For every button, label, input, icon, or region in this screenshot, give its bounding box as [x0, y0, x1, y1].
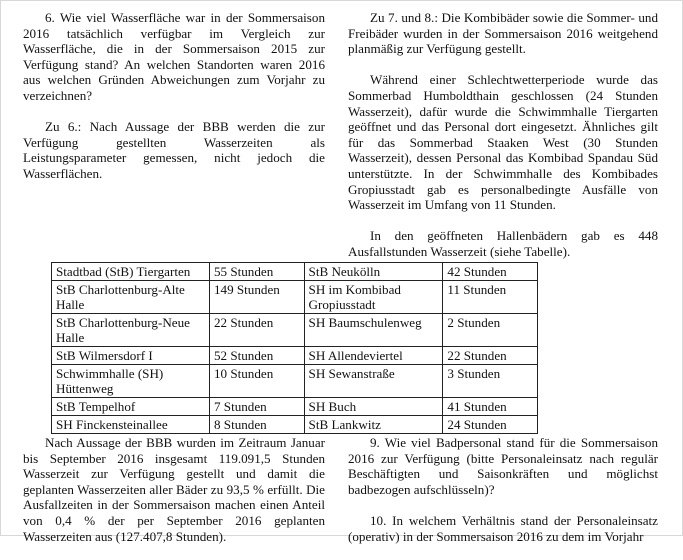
table-row [52, 263, 538, 281]
bad-weather-paragraph: Während einer Schlechtwetterperiode wurde das Sommerbad Humboldthain geschlossen (24 Stunden Wasserzeit), dafür wurde die Schwimmhalle Tiergarten geöffnet und das Personal dort eingesetzt. Ähnliches gilt für das Sommerbad Staaken West (30 Stunden Wasserzeit), dessen Personal das Kombibad Spandau Süd unterstützte. In der Schwimmhalle des Kombibades Gropiusstadt gab es personalbedingte Ausfälle von Wasserzeit im Umfang von 11 Stunden. [348, 72, 658, 213]
table-row [52, 416, 538, 434]
table-cell: SH Allendeviertel [304, 347, 443, 365]
table-cell: Stadtbad (StB) Tiergarten [52, 263, 210, 281]
question-9: 9. Wie viel Badpersonal stand für die Sommersaison 2016 zur Verfügung (bitte Personaleinsatz nach regulär Beschäftigten und Saisonkräften und möglichst badbezogen aufschlüsseln)? [348, 435, 658, 497]
table-cell: SH im Kombibad Gropiusstadt [304, 281, 443, 314]
table-row [52, 398, 538, 416]
table-cell: 10 Stunden [209, 365, 304, 398]
downtime-table [51, 262, 538, 434]
table-cell: 52 Stunden [209, 347, 304, 365]
table-cell: SH Sewanstraße [304, 365, 443, 398]
table-cell: Schwimmhalle (SH) Hüttenweg [52, 365, 210, 398]
table-cell: 3 Stunden [443, 365, 538, 398]
answer-7-8: Zu 7. und 8.: Die Kombibäder sowie die Sommer- und Freibäder wurden in der Sommersaison 2016 weitgehend planmäßig zur Verfügung gestellt. [348, 10, 658, 57]
table-cell: 41 Stunden [443, 398, 538, 416]
hall-losses-paragraph: In den geöffneten Hallenbädern gab es 448 Ausfallstunden Wasserzeit (siehe Tabelle). [348, 228, 658, 259]
table-cell: StB Lankwitz [304, 416, 443, 434]
table-cell: SH Baumschulenweg [304, 314, 443, 347]
table-cell: 11 Stunden [443, 281, 538, 314]
table-cell: 42 Stunden [443, 263, 538, 281]
table-row [52, 281, 538, 314]
table-cell: 22 Stunden [443, 347, 538, 365]
left-column-top [23, 10, 325, 197]
table-cell: StB Charlottenburg-Neue Halle [52, 314, 210, 347]
table-cell: StB Tempelhof [52, 398, 210, 416]
table-cell: StB Charlottenburg-Alte Halle [52, 281, 210, 314]
table-cell: SH Finckensteinallee [52, 416, 210, 434]
left-column-bottom [23, 435, 325, 560]
table-cell: 22 Stunden [209, 314, 304, 347]
table-cell: 2 Stunden [443, 314, 538, 347]
table-row [52, 365, 538, 398]
table-cell: StB Wilmersdorf I [52, 347, 210, 365]
table-row [52, 347, 538, 365]
table-cell: 24 Stunden [443, 416, 538, 434]
table-cell: 55 Stunden [209, 263, 304, 281]
answer-6: Zu 6.: Nach Aussage der BBB werden die zur Verfügung gestellten Wasserzeiten als Leistungsparameter gemessen, nicht jedoch die Wasserflächen. [23, 119, 325, 181]
summary-paragraph: Nach Aussage der BBB wurden im Zeitraum Januar bis September 2016 insgesamt 119.091,5 Stunden Wasserzeit zur Verfügung gestellt und damit die geplanten Wasserzeiten aller Bäder zu 93,5 % erfüllt. Die Ausfallzeiten in der Sommersaison machen einen Anteil von 0,4 % der per September 2016 geplanten Wasserzeiten aus (127.407,8 Stunden). [23, 435, 325, 544]
right-column-top [348, 10, 658, 275]
table-row [52, 314, 538, 347]
question-10: 10. In welchem Verhältnis stand der Personaleinsatz (operativ) in der Sommersaison 2016 zu dem im Vorjahr [348, 512, 658, 544]
right-column-bottom [348, 435, 658, 560]
table-cell: 8 Stunden [209, 416, 304, 434]
table-cell: 149 Stunden [209, 281, 304, 314]
table-cell: SH Buch [304, 398, 443, 416]
question-6: 6. Wie viel Wasserfläche war in der Sommersaison 2016 tatsächlich verfügbar im Vergleich zur Wasserfläche, die in der Sommersaison 2015 zur Verfügung stand? An welchen Standorten waren 2016 aus welchen Gründen Abweichungen zum Vorjahr zu verzeichnen? [23, 10, 325, 103]
table-cell: 7 Stunden [209, 398, 304, 416]
table-cell: StB Neukölln [304, 263, 443, 281]
